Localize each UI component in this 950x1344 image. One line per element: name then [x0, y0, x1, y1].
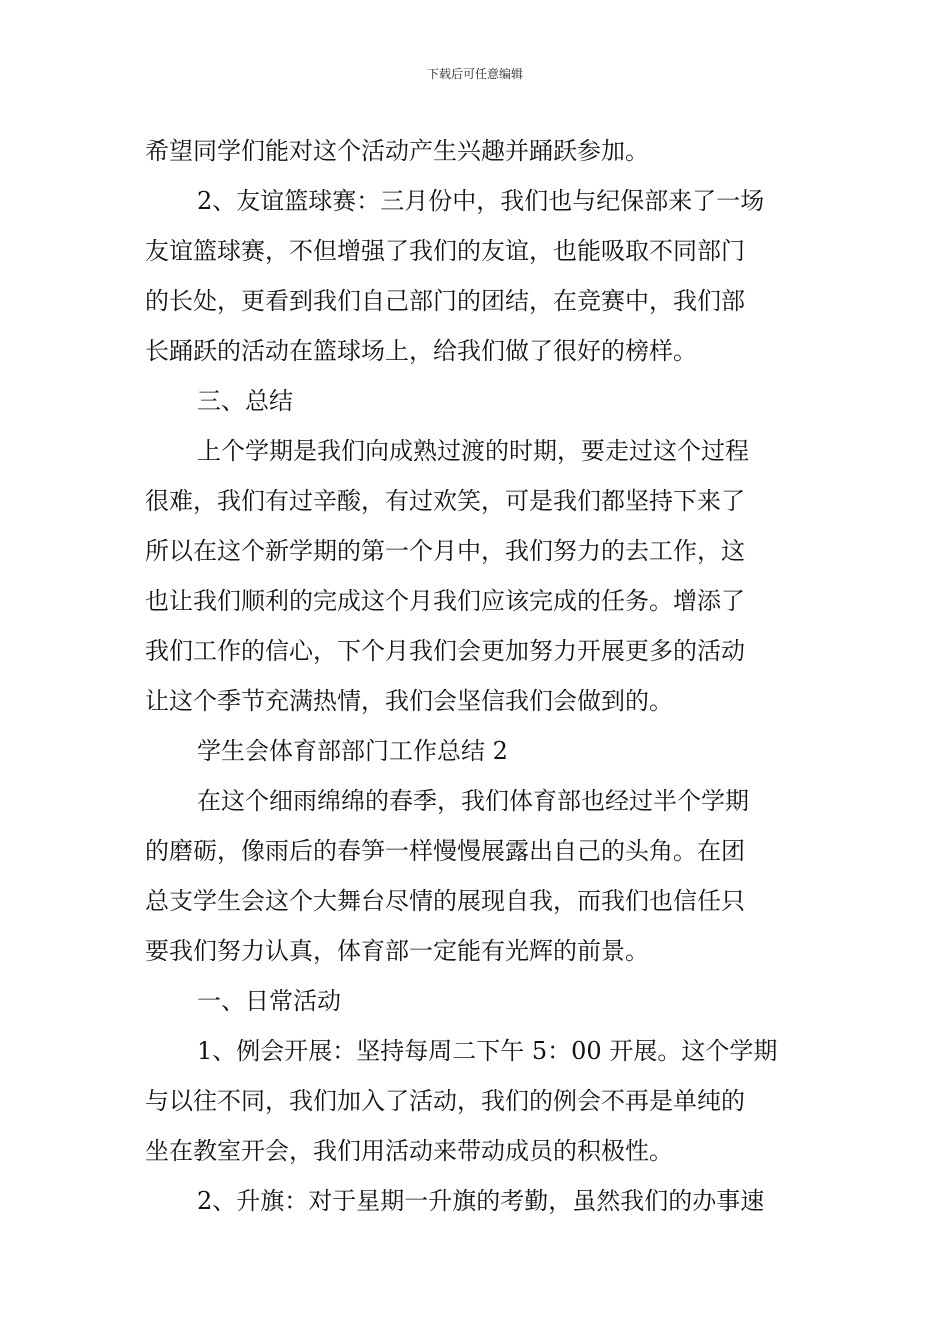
- text-line: 总支学生会这个大舞台尽情的展现自我，而我们也信任只: [145, 887, 745, 915]
- section-heading: 三、总结: [197, 387, 293, 415]
- text-line: 很难，我们有过辛酸，有过欢笑，可是我们都坚持下来了: [145, 487, 745, 515]
- text-line: 长踊跃的活动在篮球场上，给我们做了很好的榜样。: [145, 337, 697, 365]
- text-line: 与以往不同，我们加入了活动，我们的例会不再是单纯的: [145, 1087, 745, 1115]
- text-line: 上个学期是我们向成熟过渡的时期，要走过这个过程: [197, 437, 749, 465]
- text-line: 希望同学们能对这个活动产生兴趣并踊跃参加。: [145, 137, 649, 165]
- text-line: 1、例会开展：坚持每周二下午 5：00 开展。这个学期: [197, 1037, 778, 1065]
- text-line: 2、升旗：对于星期一升旗的考勤，虽然我们的办事速: [197, 1187, 765, 1215]
- text-line: 的长处，更看到我们自己部门的团结，在竞赛中，我们部: [145, 287, 745, 315]
- text-line: 友谊篮球赛，不但增强了我们的友谊，也能吸取不同部门: [145, 237, 745, 265]
- text-line: 坐在教室开会，我们用活动来带动成员的积极性。: [145, 1137, 673, 1165]
- text-line: 要我们努力认真，体育部一定能有光辉的前景。: [145, 937, 649, 965]
- text-line: 的磨砺，像雨后的春笋一样慢慢展露出自己的头角。在团: [145, 837, 745, 865]
- document-body: [145, 126, 811, 1226]
- text-line: 2、友谊篮球赛：三月份中，我们也与纪保部来了一场: [197, 187, 765, 215]
- text-line: 所以在这个新学期的第一个月中，我们努力的去工作，这: [145, 537, 745, 565]
- text-line: 也让我们顺利的完成这个月我们应该完成的任务。增添了: [145, 587, 745, 615]
- section-heading: 一、日常活动: [197, 987, 341, 1015]
- document-title: 学生会体育部部门工作总结 2: [197, 737, 508, 765]
- text-line: 让这个季节充满热情，我们会坚信我们会做到的。: [145, 687, 673, 715]
- text-line: 在这个细雨绵绵的春季，我们体育部也经过半个学期: [197, 787, 749, 815]
- page-header: 下载后可任意编辑: [426, 67, 523, 81]
- text-line: 我们工作的信心，下个月我们会更加努力开展更多的活动: [145, 637, 745, 665]
